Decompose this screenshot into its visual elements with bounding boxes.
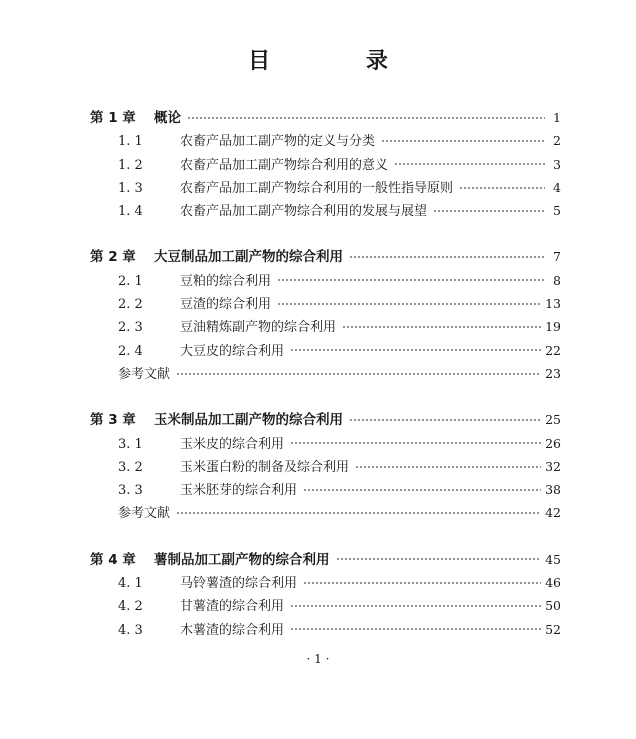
toc-section-4-3[interactable] bbox=[90, 618, 561, 641]
page-number: 42 bbox=[545, 505, 561, 521]
page-number: 8 bbox=[553, 272, 561, 288]
page-number: 5 bbox=[553, 203, 561, 219]
section-number: 2. 4 bbox=[118, 343, 143, 359]
toc-section-3-1[interactable] bbox=[90, 432, 561, 455]
toc-section-3-3[interactable] bbox=[90, 478, 561, 501]
chapter-title: 概论 bbox=[154, 110, 181, 126]
dot-leader bbox=[290, 627, 541, 631]
page-number: 4 bbox=[553, 179, 561, 195]
page-number: 3 bbox=[553, 156, 561, 172]
page-number: 23 bbox=[545, 365, 561, 381]
dot-leader bbox=[459, 186, 545, 190]
chapter-number: 第 4 章 bbox=[90, 551, 136, 568]
dot-leader bbox=[342, 325, 541, 329]
toc-chapter-3[interactable] bbox=[90, 408, 561, 431]
chapter-spacer bbox=[90, 222, 561, 245]
dot-leader bbox=[336, 557, 542, 561]
page-number: 2 bbox=[553, 133, 561, 149]
page-number: 25 bbox=[545, 412, 561, 428]
section-number: 2. 2 bbox=[118, 297, 143, 313]
toc-references-3[interactable] bbox=[90, 501, 561, 524]
dot-leader bbox=[290, 441, 541, 445]
toc-title: 目 录 bbox=[248, 49, 432, 74]
section-title: 豆粕的综合利用 bbox=[180, 273, 272, 289]
page-number: 22 bbox=[545, 342, 561, 358]
section-title: 农畜产品加工副产物的定义与分类 bbox=[180, 134, 376, 150]
section-title: 玉米蛋白粉的制备及综合利用 bbox=[180, 459, 350, 475]
section-title: 玉米皮的综合利用 bbox=[180, 436, 285, 452]
section-number: 4. 1 bbox=[118, 576, 143, 592]
chapter-number: 第 2 章 bbox=[90, 249, 136, 266]
section-title: 大豆皮的综合利用 bbox=[180, 343, 285, 359]
table-of-contents bbox=[90, 106, 561, 641]
toc-chapter-2[interactable] bbox=[90, 245, 561, 268]
toc-section-1-4[interactable] bbox=[90, 199, 561, 222]
toc-chapter-4[interactable] bbox=[90, 548, 561, 571]
section-title: 豆渣的综合利用 bbox=[180, 297, 272, 313]
page-number: 1 bbox=[553, 110, 561, 125]
references-title: 参考文献 bbox=[118, 506, 171, 522]
chapter-number: 第 1 章 bbox=[90, 110, 136, 126]
section-number: 1. 3 bbox=[118, 180, 143, 196]
toc-section-2-1[interactable] bbox=[90, 269, 561, 292]
toc-references-2[interactable] bbox=[90, 362, 561, 385]
section-number: 1. 4 bbox=[118, 204, 143, 220]
toc-section-1-3[interactable] bbox=[90, 176, 561, 199]
section-title: 甘薯渣的综合利用 bbox=[180, 599, 285, 615]
page-number: 7 bbox=[553, 249, 561, 265]
toc-section-2-3[interactable] bbox=[90, 315, 561, 338]
toc-section-3-2[interactable] bbox=[90, 455, 561, 478]
dot-leader bbox=[277, 278, 545, 282]
toc-section-1-1[interactable] bbox=[90, 129, 561, 152]
section-title: 农畜产品加工副产物综合利用的一般性指导原则 bbox=[180, 180, 454, 196]
section-title: 农畜产品加工副产物综合利用的意义 bbox=[180, 157, 389, 173]
page-number: 46 bbox=[545, 575, 561, 591]
page-number: 52 bbox=[545, 621, 561, 637]
section-number: 1. 2 bbox=[118, 157, 143, 173]
toc-section-1-2[interactable] bbox=[90, 153, 561, 176]
page-number: 26 bbox=[545, 435, 561, 451]
toc-section-4-1[interactable] bbox=[90, 571, 561, 594]
dot-leader bbox=[290, 604, 541, 608]
dot-leader bbox=[349, 255, 545, 259]
section-number: 3. 3 bbox=[118, 483, 143, 499]
section-number: 4. 3 bbox=[118, 622, 143, 638]
toc-section-2-4[interactable] bbox=[90, 339, 561, 362]
references-title: 参考文献 bbox=[118, 366, 171, 382]
dot-leader bbox=[394, 162, 545, 166]
dot-leader bbox=[381, 139, 545, 143]
dot-leader bbox=[303, 488, 541, 492]
section-number: 3. 2 bbox=[118, 459, 143, 475]
dot-leader bbox=[176, 372, 541, 376]
dot-leader bbox=[290, 348, 541, 352]
section-title: 木薯渣的综合利用 bbox=[180, 622, 285, 638]
section-number: 3. 1 bbox=[118, 436, 143, 452]
page-number: 32 bbox=[545, 458, 561, 474]
dot-leader bbox=[349, 418, 541, 422]
dot-leader bbox=[176, 511, 541, 515]
chapter-title: 薯制品加工副产物的综合利用 bbox=[154, 551, 330, 568]
toc-chapter-1[interactable] bbox=[90, 106, 561, 129]
dot-leader bbox=[187, 116, 545, 120]
section-number: 2. 3 bbox=[118, 320, 143, 336]
page-number: 13 bbox=[545, 296, 561, 312]
section-title: 马铃薯渣的综合利用 bbox=[180, 576, 298, 592]
section-title: 农畜产品加工副产物综合利用的发展与展望 bbox=[180, 204, 428, 220]
section-title: 豆油精炼副产物的综合利用 bbox=[180, 320, 337, 336]
page-number: 19 bbox=[545, 319, 561, 335]
section-number: 1. 1 bbox=[118, 134, 143, 150]
section-number: 4. 2 bbox=[118, 599, 143, 615]
section-title: 玉米胚芽的综合利用 bbox=[180, 483, 298, 499]
dot-leader bbox=[277, 302, 541, 306]
page-number: 45 bbox=[545, 551, 561, 567]
chapter-title: 玉米制品加工副产物的综合利用 bbox=[154, 412, 343, 429]
chapter-number: 第 3 章 bbox=[90, 412, 136, 429]
page-footer-number: · 1 · bbox=[306, 652, 330, 666]
page-number: 38 bbox=[545, 482, 561, 498]
toc-section-4-2[interactable] bbox=[90, 594, 561, 617]
page-number: 50 bbox=[545, 598, 561, 614]
dot-leader bbox=[303, 581, 541, 585]
chapter-spacer bbox=[90, 385, 561, 408]
section-number: 2. 1 bbox=[118, 273, 143, 289]
chapter-spacer bbox=[90, 525, 561, 548]
chapter-title: 大豆制品加工副产物的综合利用 bbox=[154, 249, 343, 266]
dot-leader bbox=[355, 465, 541, 469]
toc-section-2-2[interactable] bbox=[90, 292, 561, 315]
dot-leader bbox=[433, 209, 545, 213]
